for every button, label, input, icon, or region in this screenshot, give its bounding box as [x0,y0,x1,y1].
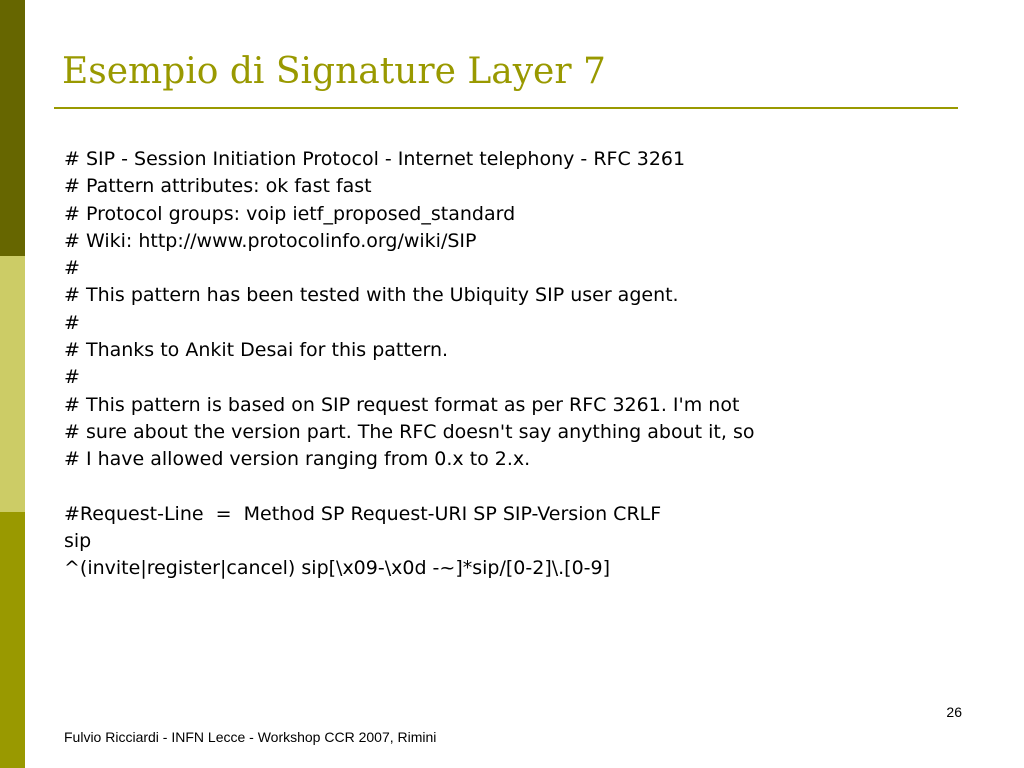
sidebar-segment-dark [0,0,25,256]
body-line: # [64,311,80,334]
body-line: # SIP - Session Initiation Protocol - Internet telephony - RFC 3261 [64,148,686,170]
title-divider [54,107,958,109]
body-line: # [64,257,80,280]
body-line: ^(invite|register|cancel) sip[\x09-\x0d -~]*sip/[0-2]\.[0-9] [64,557,611,580]
body-line: #Request-Line = Method SP Request-URI SP SIP-Version CRLF [64,502,662,525]
slide-title: Esempio di Signature Layer 7 [62,51,606,92]
body-line: # [64,366,80,389]
body-line: # This pattern has been tested with the Ubiquity SIP user agent. [64,284,679,307]
sidebar-segment-olive [0,512,25,768]
body-line: sip [64,530,92,553]
footer-text: Fulvio Ricciardi - INFN Lecce - Workshop CCR 2007, Rimini [64,729,437,745]
body-line: # This pattern is based on SIP request format as per RFC 3261. I'm not [64,393,740,416]
sidebar-stripe [0,0,25,768]
slide-body [64,146,964,583]
sidebar-segment-light [0,256,25,512]
body-line [64,474,964,501]
body-line: # Thanks to Ankit Desai for this pattern. [64,339,449,362]
body-line: # Protocol groups: voip ietf_proposed_standard [64,202,516,225]
body-line: # Pattern attributes: ok fast fast [64,175,372,198]
page-number: 26 [946,704,962,720]
body-line: # I have allowed version ranging from 0.x to 2.x. [64,448,531,471]
body-line: # Wiki: http://www.protocolinfo.org/wiki/SIP [64,229,477,252]
body-line: # sure about the version part. The RFC doesn't say anything about it, so [64,420,755,443]
